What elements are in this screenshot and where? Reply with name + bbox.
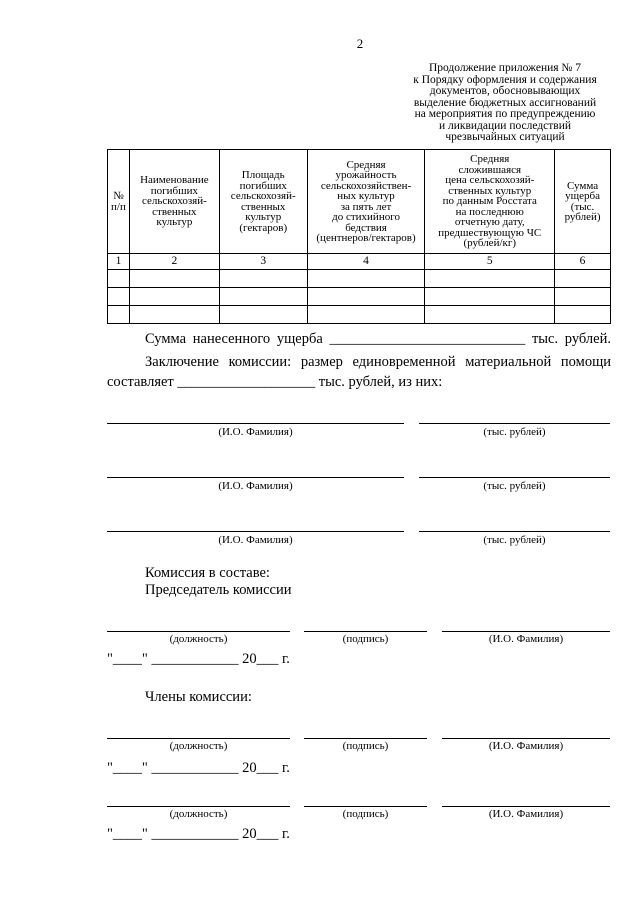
signature-caption: (подпись): [342, 808, 389, 820]
fullname-caption: (И.О. Фамилия): [488, 740, 564, 752]
appendix-line: документов, обосновывающих: [429, 85, 581, 97]
commission-members: Члены комиссии:: [145, 689, 252, 705]
signature-caption: (подпись): [342, 633, 389, 645]
name-caption: (И.О. Фамилия): [218, 534, 293, 546]
page-number: 2: [356, 36, 364, 51]
month-blank[interactable]: ____________: [151, 826, 239, 842]
table-cell[interactable]: [108, 270, 130, 288]
table-cell[interactable]: [425, 270, 555, 288]
damage-unit: тыс. рублей.: [531, 331, 611, 347]
table-cell[interactable]: [219, 270, 307, 288]
table-cell[interactable]: [307, 288, 425, 306]
fullname-line[interactable]: [442, 738, 610, 739]
fullname-caption: (И.О. Фамилия): [488, 633, 564, 645]
table-row: [108, 288, 611, 306]
position-line[interactable]: [107, 806, 290, 807]
recipient-sum-line[interactable]: [419, 423, 610, 424]
month-blank[interactable]: ____________: [151, 760, 239, 776]
appendix-line: Продолжение приложения № 7: [428, 62, 582, 74]
commission-composition: Комиссия в составе:: [145, 565, 270, 581]
position-caption: (должность): [169, 633, 228, 645]
fullname-caption: (И.О. Фамилия): [488, 808, 564, 820]
date-line: "____" ____________ 20___ г.: [107, 826, 290, 842]
conclusion-line-1: Заключение комиссии: размер единовременной материальной помощи: [145, 354, 611, 370]
column-number: 2: [129, 254, 219, 270]
table-header-row: [108, 150, 611, 254]
table-cell[interactable]: [307, 270, 425, 288]
appendix-line: к Порядку оформления и содержания: [413, 73, 597, 86]
table-cell[interactable]: [108, 306, 130, 324]
position-caption: (должность): [169, 740, 228, 752]
signature-caption: (подпись): [342, 740, 389, 752]
table-cell[interactable]: [219, 288, 307, 306]
appendix-line: выделение бюджетных ассигнований: [413, 96, 597, 109]
day-blank[interactable]: ____: [112, 651, 142, 667]
column-number: 6: [555, 254, 611, 270]
damage-sum-line: [145, 331, 611, 348]
table-cell[interactable]: [425, 288, 555, 306]
damage-label: Сумма нанесенного ущерба: [145, 331, 323, 347]
header-cell: № п/п: [108, 150, 130, 254]
recipient-sum-line[interactable]: [419, 477, 610, 478]
year-blank[interactable]: ___: [256, 826, 279, 842]
date-line: "____" ____________ 20___ г.: [107, 760, 290, 776]
header-cell: Средняя урожайность сельскохозяйствен- ных культур за пять лет до стихийного бедствия (центнеров/гектаров): [307, 150, 425, 254]
table-number-row: [108, 254, 611, 270]
damage-table: [107, 149, 611, 324]
sum-caption: (тыс. рублей): [483, 534, 546, 546]
signature-line[interactable]: [304, 738, 427, 739]
fullname-line[interactable]: [442, 806, 610, 807]
column-number: 3: [219, 254, 307, 270]
damage-blank[interactable]: ___________________________: [329, 331, 526, 347]
column-number: 1: [108, 254, 130, 270]
appendix-line: на мероприятия по предупреждению: [414, 108, 596, 120]
signature-line[interactable]: [304, 631, 427, 632]
appendix-line: и ликвидации последствий: [438, 119, 572, 132]
date-line: "____" ____________ 20___ г.: [107, 651, 290, 667]
column-number: 4: [307, 254, 425, 270]
recipient-sum-line[interactable]: [419, 531, 610, 532]
fullname-line[interactable]: [442, 631, 610, 632]
table-cell[interactable]: [307, 306, 425, 324]
table-cell[interactable]: [129, 288, 219, 306]
recipient-name-line[interactable]: [107, 477, 404, 478]
position-caption: (должность): [169, 808, 228, 820]
sum-caption: (тыс. рублей): [483, 480, 546, 492]
table-cell[interactable]: [555, 306, 611, 324]
recipient-name-line[interactable]: [107, 423, 404, 424]
table-cell[interactable]: [129, 270, 219, 288]
position-line[interactable]: [107, 631, 290, 632]
recipient-name-line[interactable]: [107, 531, 404, 532]
commission-chairman: Председатель комиссии: [145, 582, 292, 598]
year-blank[interactable]: ___: [256, 760, 279, 776]
header-cell: Наименование погибших сельскохозяй- ственных культур: [129, 150, 219, 254]
header-cell: Средняя сложившаяся цена сельскохозяй- ственных культур по данным Росстата на последнюю отчетную дату, предшествующую ЧС (рублей/кг): [425, 150, 555, 254]
day-blank[interactable]: ____: [112, 826, 142, 842]
amount-blank[interactable]: ___________________: [177, 374, 316, 390]
signature-line[interactable]: [304, 806, 427, 807]
year-blank[interactable]: ___: [256, 651, 279, 667]
table-row: [108, 306, 611, 324]
table-cell[interactable]: [219, 306, 307, 324]
table-cell[interactable]: [555, 270, 611, 288]
month-blank[interactable]: ____________: [151, 651, 239, 667]
appendix-line: чрезвычайных ситуаций: [445, 131, 565, 143]
sum-caption: (тыс. рублей): [483, 426, 546, 438]
appendix-header: [380, 63, 630, 144]
position-line[interactable]: [107, 738, 290, 739]
name-caption: (И.О. Фамилия): [218, 426, 293, 438]
table-row: [108, 270, 611, 288]
table-cell[interactable]: [555, 288, 611, 306]
header-cell: Площадь погибших сельскохозяй- ственных культур (гектаров): [219, 150, 307, 254]
conclusion-line-2: составляет ___________________ тыс. рублей, из них:: [107, 374, 443, 390]
table-cell[interactable]: [129, 306, 219, 324]
table-cell[interactable]: [425, 306, 555, 324]
table-cell[interactable]: [108, 288, 130, 306]
header-cell: Сумма ущерба (тыс. рублей): [555, 150, 611, 254]
day-blank[interactable]: ____: [112, 760, 142, 776]
name-caption: (И.О. Фамилия): [218, 480, 293, 492]
column-number: 5: [425, 254, 555, 270]
